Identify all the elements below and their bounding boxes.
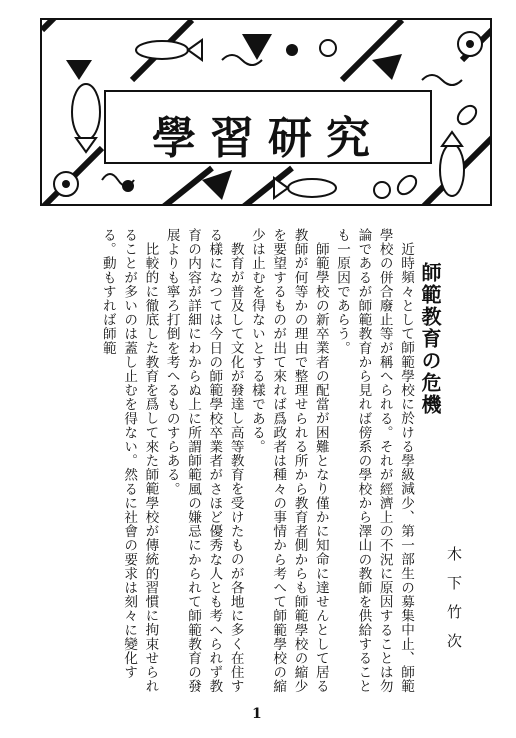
paragraph: 教育が普及して文化が發達し高等教育を受けたものが各地に多く在住する樣になつては今日の師範學校卒業者がさほど優秀な人とも考へられず教育の内容が詳細にわからぬ上に所謂師範風の嫌忌にかられて師範教育の發展よりも寧ろ打倒を考へるものすらある。 [163,228,244,694]
article-body [97,228,416,696]
header-title: 學習研究 [152,113,384,164]
title-frame [104,90,432,164]
header-ornament [40,18,492,206]
paragraph: 比較的に徹底した教育を爲して來た師範學校が傳統的習慣に拘束せられることが多いのは蓋し止むを得ない。然るに社會の要求は刻々に變化する。動もすれば師範 [99,228,159,693]
page-number: 1 [252,706,262,722]
paragraph: 師範學校の新卒業者の配當が困難となり僅かに知命に達せんとして居る教師が何等かの理由で整理せられる所から教育者側からも師範學校の縮少を要望するものが出て來れば爲政者は種々の事情から考へて師範學校の縮少は止むを得ないとする樣である。 [248,228,329,694]
paragraph: 近時頻々として師範學校に於ける學級減少、第一部生の募集中止、師範學校の併合廢止等が稱へられる。それが經濟上の不況に原因することは勿論であるが師範教育から見れば傍系の學校から澤山の教師を供給することも一原因であらう。 [334,228,414,694]
article-author: 木下竹次 [445,546,463,662]
article-title: 師範教育の危機 [418,262,442,416]
